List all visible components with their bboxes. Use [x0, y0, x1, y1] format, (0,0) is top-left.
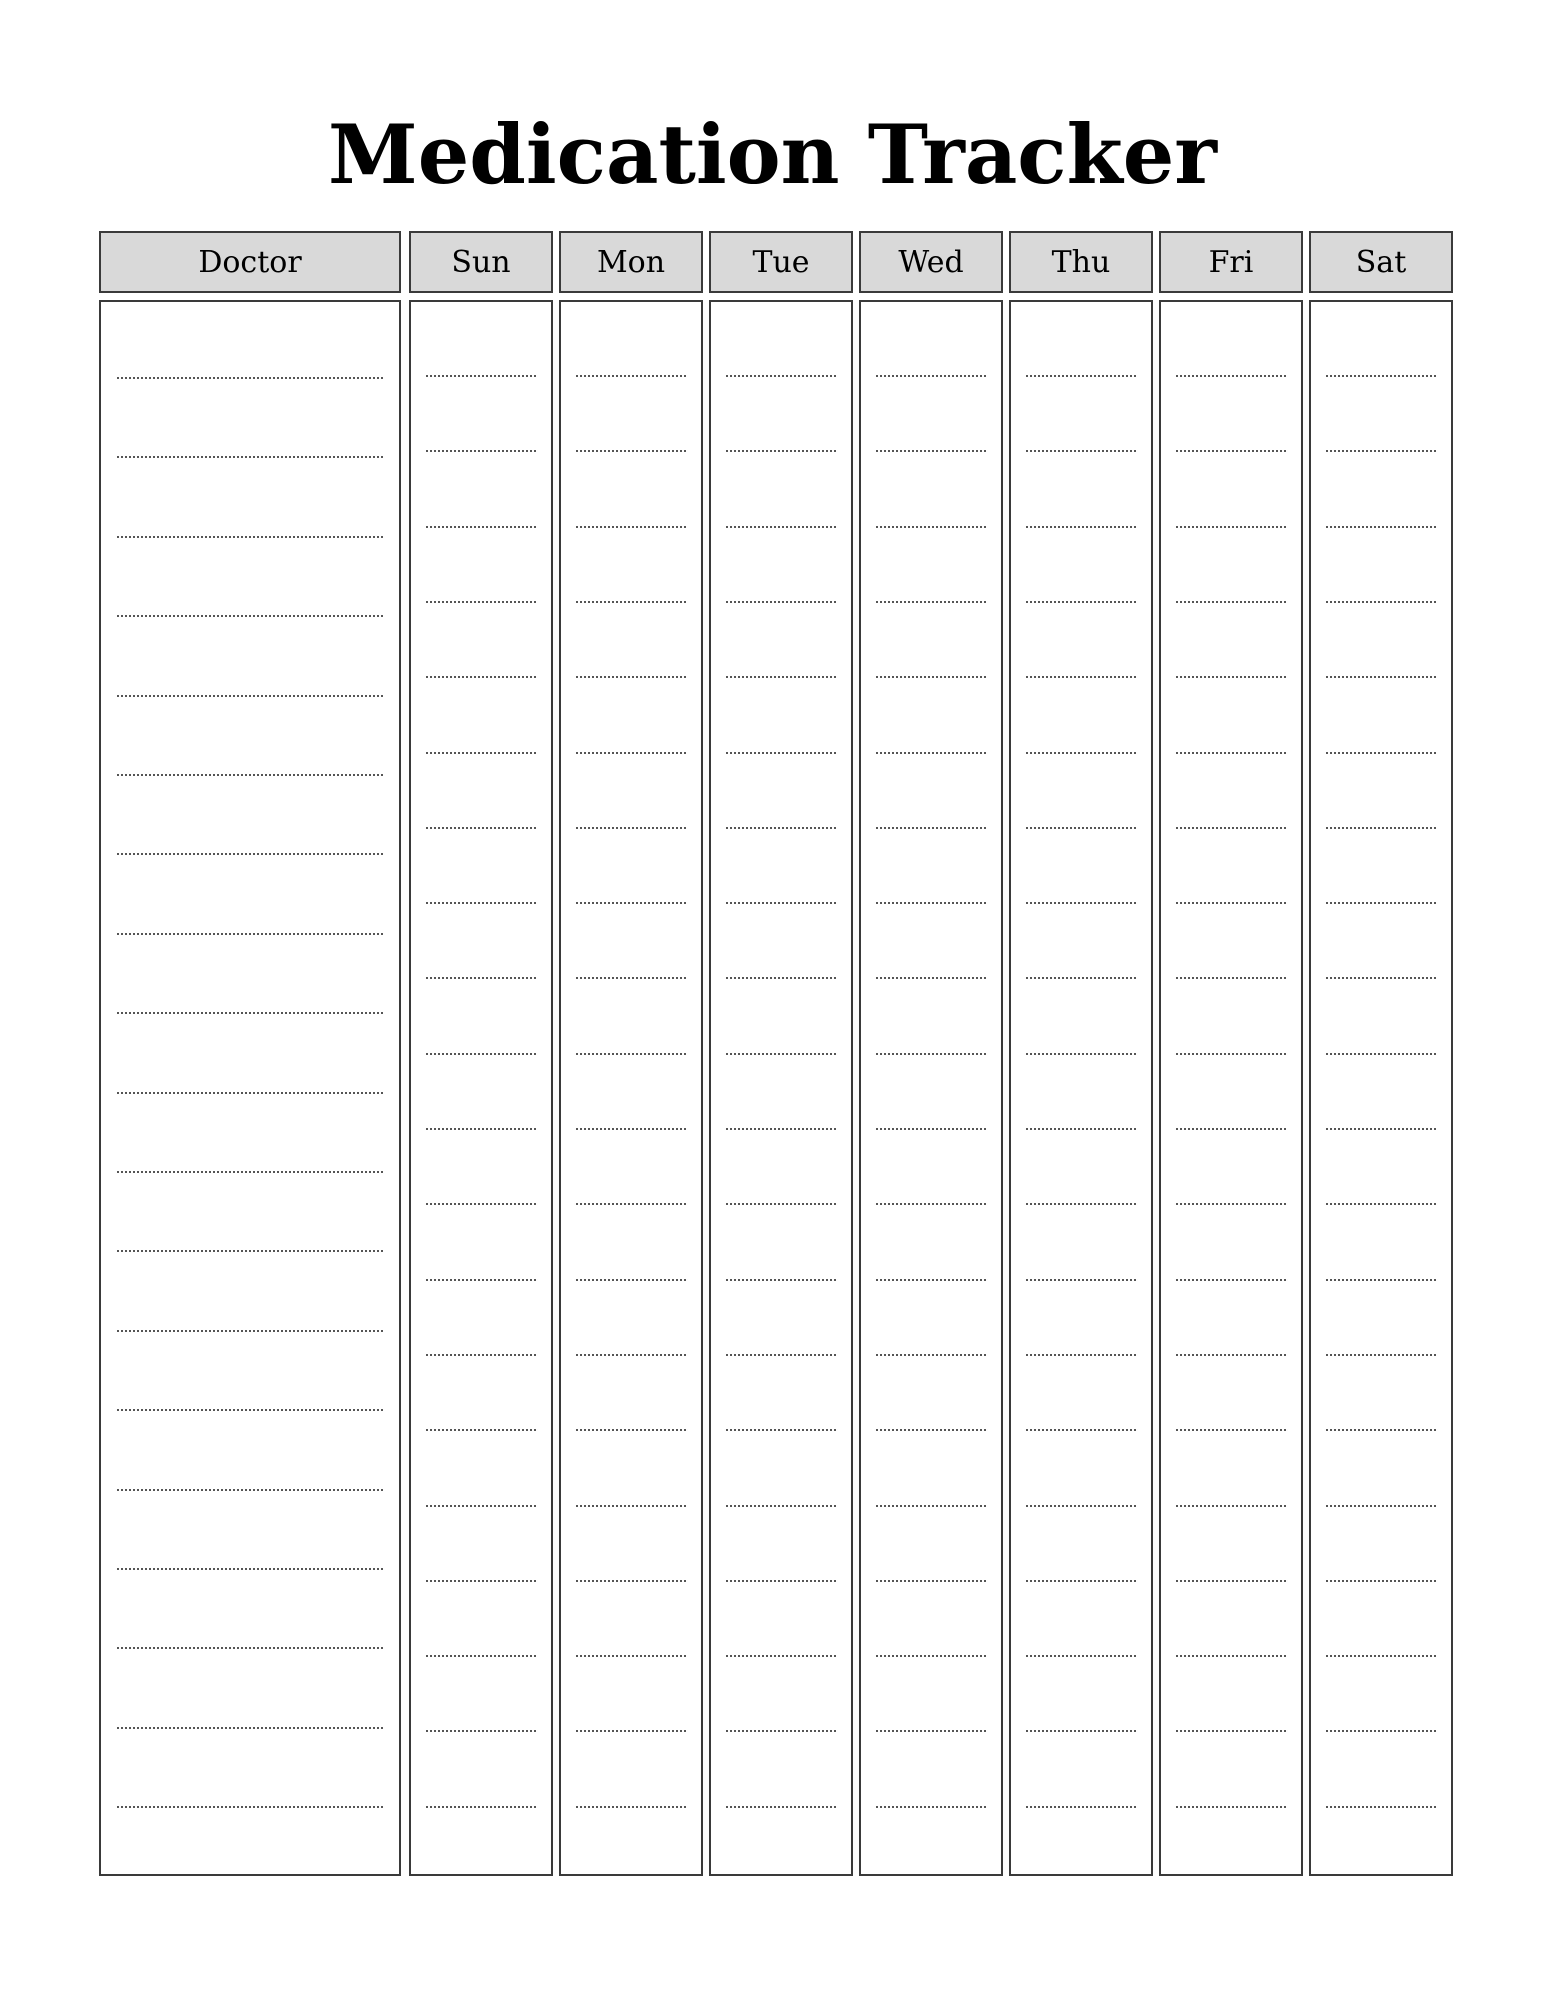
write-in-line[interactable]	[1326, 1806, 1436, 1808]
write-in-line[interactable]	[1176, 977, 1286, 979]
write-in-line[interactable]	[117, 1330, 383, 1332]
write-in-line[interactable]	[1026, 977, 1136, 979]
write-in-line[interactable]	[426, 1354, 536, 1356]
write-in-line[interactable]	[576, 1354, 686, 1356]
column-header-label: Wed	[898, 244, 964, 280]
write-in-line[interactable]	[1176, 1203, 1286, 1205]
write-in-line[interactable]	[1326, 1655, 1436, 1657]
write-in-line[interactable]	[1176, 676, 1286, 678]
write-in-line[interactable]	[1326, 1730, 1436, 1732]
write-in-line[interactable]	[426, 977, 536, 979]
write-in-line[interactable]	[726, 1505, 836, 1507]
write-in-line[interactable]	[1176, 450, 1286, 452]
write-in-line[interactable]	[876, 676, 986, 678]
write-in-line[interactable]	[117, 695, 383, 697]
column-header-wed	[859, 231, 1003, 293]
column-header-sat	[1309, 231, 1453, 293]
write-in-line[interactable]	[876, 977, 986, 979]
write-in-line[interactable]	[1176, 1429, 1286, 1431]
write-in-line[interactable]	[1176, 1730, 1286, 1732]
write-in-line[interactable]	[117, 1012, 383, 1014]
write-in-line[interactable]	[1026, 1203, 1136, 1205]
write-in-line[interactable]	[117, 1171, 383, 1173]
write-in-line[interactable]	[1326, 1580, 1436, 1582]
write-in-line[interactable]	[726, 1429, 836, 1431]
write-in-line[interactable]	[117, 1409, 383, 1411]
column-header-sun	[409, 231, 553, 293]
write-in-line[interactable]	[426, 450, 536, 452]
write-in-line[interactable]	[1326, 752, 1436, 754]
write-in-line[interactable]	[876, 902, 986, 904]
write-in-line[interactable]	[1326, 1203, 1436, 1205]
column-header-label: Sun	[451, 244, 511, 280]
write-in-line[interactable]	[1176, 1655, 1286, 1657]
write-in-line[interactable]	[1176, 526, 1286, 528]
write-in-line[interactable]	[876, 1203, 986, 1205]
page-title: Medication Tracker	[328, 108, 1217, 203]
write-in-line[interactable]	[1026, 1053, 1136, 1055]
write-in-line[interactable]	[726, 1053, 836, 1055]
write-in-line[interactable]	[426, 1128, 536, 1130]
write-in-line[interactable]	[1026, 676, 1136, 678]
write-in-line[interactable]	[1326, 526, 1436, 528]
column-body-doctor	[99, 300, 401, 1876]
column-header-label: Fri	[1208, 244, 1254, 280]
write-in-line[interactable]	[576, 1053, 686, 1055]
write-in-line[interactable]	[576, 1279, 686, 1281]
write-in-line[interactable]	[576, 1806, 686, 1808]
write-in-line[interactable]	[117, 1489, 383, 1491]
column-header-doctor	[99, 231, 401, 293]
write-in-line[interactable]	[876, 375, 986, 377]
write-in-line[interactable]	[117, 1647, 383, 1649]
write-in-line[interactable]	[1176, 1053, 1286, 1055]
write-in-line[interactable]	[1026, 1655, 1136, 1657]
write-in-line[interactable]	[426, 1505, 536, 1507]
write-in-line[interactable]	[576, 1203, 686, 1205]
column-header-label: Thu	[1051, 244, 1111, 280]
column-header-tue	[709, 231, 853, 293]
write-in-line[interactable]	[117, 615, 383, 617]
write-in-line[interactable]	[426, 375, 536, 377]
write-in-line[interactable]	[726, 1730, 836, 1732]
write-in-line[interactable]	[117, 377, 383, 379]
write-in-line[interactable]	[726, 1279, 836, 1281]
write-in-line[interactable]	[1326, 977, 1436, 979]
write-in-line[interactable]	[876, 1354, 986, 1356]
write-in-line[interactable]	[576, 450, 686, 452]
write-in-line[interactable]	[1026, 1730, 1136, 1732]
write-in-line[interactable]	[426, 1203, 536, 1205]
write-in-line[interactable]	[876, 1580, 986, 1582]
write-in-line[interactable]	[726, 375, 836, 377]
write-in-line[interactable]	[876, 601, 986, 603]
write-in-line[interactable]	[876, 1655, 986, 1657]
write-in-line[interactable]	[1176, 1580, 1286, 1582]
write-in-line[interactable]	[1326, 676, 1436, 678]
write-in-line[interactable]	[1326, 902, 1436, 904]
write-in-line[interactable]	[876, 526, 986, 528]
write-in-line[interactable]	[576, 1655, 686, 1657]
write-in-line[interactable]	[1026, 1806, 1136, 1808]
write-in-line[interactable]	[1326, 1429, 1436, 1431]
write-in-line[interactable]	[117, 1806, 383, 1808]
write-in-line[interactable]	[1176, 1806, 1286, 1808]
write-in-line[interactable]	[1326, 375, 1436, 377]
write-in-line[interactable]	[1176, 601, 1286, 603]
write-in-line[interactable]	[1026, 1580, 1136, 1582]
write-in-line[interactable]	[876, 1730, 986, 1732]
write-in-line[interactable]	[117, 853, 383, 855]
write-in-line[interactable]	[426, 1655, 536, 1657]
write-in-line[interactable]	[876, 1505, 986, 1507]
write-in-line[interactable]	[1026, 601, 1136, 603]
write-in-line[interactable]	[1026, 526, 1136, 528]
write-in-line[interactable]	[1176, 1505, 1286, 1507]
write-in-line[interactable]	[426, 526, 536, 528]
write-in-line[interactable]	[876, 827, 986, 829]
write-in-line[interactable]	[1026, 375, 1136, 377]
write-in-line[interactable]	[117, 1568, 383, 1570]
write-in-line[interactable]	[876, 1429, 986, 1431]
write-in-line[interactable]	[576, 375, 686, 377]
write-in-line[interactable]	[426, 1279, 536, 1281]
write-in-line[interactable]	[426, 827, 536, 829]
write-in-line[interactable]	[1326, 1279, 1436, 1281]
write-in-line[interactable]	[1176, 827, 1286, 829]
write-in-line[interactable]	[1176, 1354, 1286, 1356]
write-in-line[interactable]	[726, 1128, 836, 1130]
write-in-line[interactable]	[876, 1806, 986, 1808]
write-in-line[interactable]	[1326, 1354, 1436, 1356]
write-in-line[interactable]	[726, 1806, 836, 1808]
column-header-mon	[559, 231, 703, 293]
write-in-line[interactable]	[576, 902, 686, 904]
write-in-line[interactable]	[726, 601, 836, 603]
write-in-line[interactable]	[726, 902, 836, 904]
column-header-fri	[1159, 231, 1303, 293]
write-in-line[interactable]	[1326, 450, 1436, 452]
write-in-line[interactable]	[426, 902, 536, 904]
write-in-line[interactable]	[426, 1806, 536, 1808]
write-in-line[interactable]	[426, 1429, 536, 1431]
write-in-line[interactable]	[426, 1053, 536, 1055]
write-in-line[interactable]	[576, 1730, 686, 1732]
write-in-line[interactable]	[117, 1092, 383, 1094]
column-body-sat	[1309, 300, 1453, 1876]
write-in-line[interactable]	[576, 1580, 686, 1582]
write-in-line[interactable]	[576, 526, 686, 528]
write-in-line[interactable]	[1026, 1279, 1136, 1281]
write-in-line[interactable]	[117, 933, 383, 935]
write-in-line[interactable]	[576, 676, 686, 678]
column-header-thu	[1009, 231, 1153, 293]
write-in-line[interactable]	[1026, 1128, 1136, 1130]
write-in-line[interactable]	[1026, 1429, 1136, 1431]
write-in-line[interactable]	[1326, 827, 1436, 829]
write-in-line[interactable]	[726, 1354, 836, 1356]
write-in-line[interactable]	[576, 752, 686, 754]
write-in-line[interactable]	[576, 1429, 686, 1431]
write-in-line[interactable]	[576, 977, 686, 979]
column-header-label: Sat	[1355, 244, 1407, 280]
write-in-line[interactable]	[426, 676, 536, 678]
write-in-line[interactable]	[1026, 827, 1136, 829]
column-body-fri	[1159, 300, 1303, 1876]
write-in-line[interactable]	[876, 1279, 986, 1281]
write-in-line[interactable]	[1176, 902, 1286, 904]
write-in-line[interactable]	[726, 977, 836, 979]
write-in-line[interactable]	[1176, 375, 1286, 377]
write-in-line[interactable]	[726, 676, 836, 678]
column-body-mon	[559, 300, 703, 1876]
write-in-line[interactable]	[876, 752, 986, 754]
write-in-line[interactable]	[1026, 1505, 1136, 1507]
column-header-label: Mon	[596, 244, 666, 280]
write-in-line[interactable]	[1026, 902, 1136, 904]
write-in-line[interactable]	[576, 1505, 686, 1507]
write-in-line[interactable]	[726, 450, 836, 452]
column-header-label: Tue	[752, 244, 810, 280]
write-in-line[interactable]	[1026, 1354, 1136, 1356]
write-in-line[interactable]	[1176, 1279, 1286, 1281]
write-in-line[interactable]	[426, 752, 536, 754]
column-body-thu	[1009, 300, 1153, 1876]
column-body-wed	[859, 300, 1003, 1876]
write-in-line[interactable]	[1326, 1128, 1436, 1130]
write-in-line[interactable]	[426, 1580, 536, 1582]
column-body-tue	[709, 300, 853, 1876]
write-in-line[interactable]	[117, 1727, 383, 1729]
write-in-line[interactable]	[576, 827, 686, 829]
write-in-line[interactable]	[876, 1128, 986, 1130]
write-in-line[interactable]	[726, 526, 836, 528]
write-in-line[interactable]	[726, 1655, 836, 1657]
write-in-line[interactable]	[117, 1250, 383, 1252]
write-in-line[interactable]	[726, 827, 836, 829]
write-in-line[interactable]	[426, 601, 536, 603]
write-in-line[interactable]	[576, 601, 686, 603]
write-in-line[interactable]	[1026, 450, 1136, 452]
column-header-label: Doctor	[198, 244, 302, 280]
write-in-line[interactable]	[726, 1580, 836, 1582]
write-in-line[interactable]	[1326, 1053, 1436, 1055]
write-in-line[interactable]	[726, 1203, 836, 1205]
write-in-line[interactable]	[117, 536, 383, 538]
write-in-line[interactable]	[1176, 752, 1286, 754]
write-in-line[interactable]	[876, 450, 986, 452]
write-in-line[interactable]	[426, 1730, 536, 1732]
write-in-line[interactable]	[1026, 752, 1136, 754]
write-in-line[interactable]	[726, 752, 836, 754]
write-in-line[interactable]	[576, 1128, 686, 1130]
write-in-line[interactable]	[1176, 1128, 1286, 1130]
write-in-line[interactable]	[117, 774, 383, 776]
write-in-line[interactable]	[117, 456, 383, 458]
write-in-line[interactable]	[1326, 601, 1436, 603]
write-in-line[interactable]	[876, 1053, 986, 1055]
write-in-line[interactable]	[1326, 1505, 1436, 1507]
column-body-sun	[409, 300, 553, 1876]
